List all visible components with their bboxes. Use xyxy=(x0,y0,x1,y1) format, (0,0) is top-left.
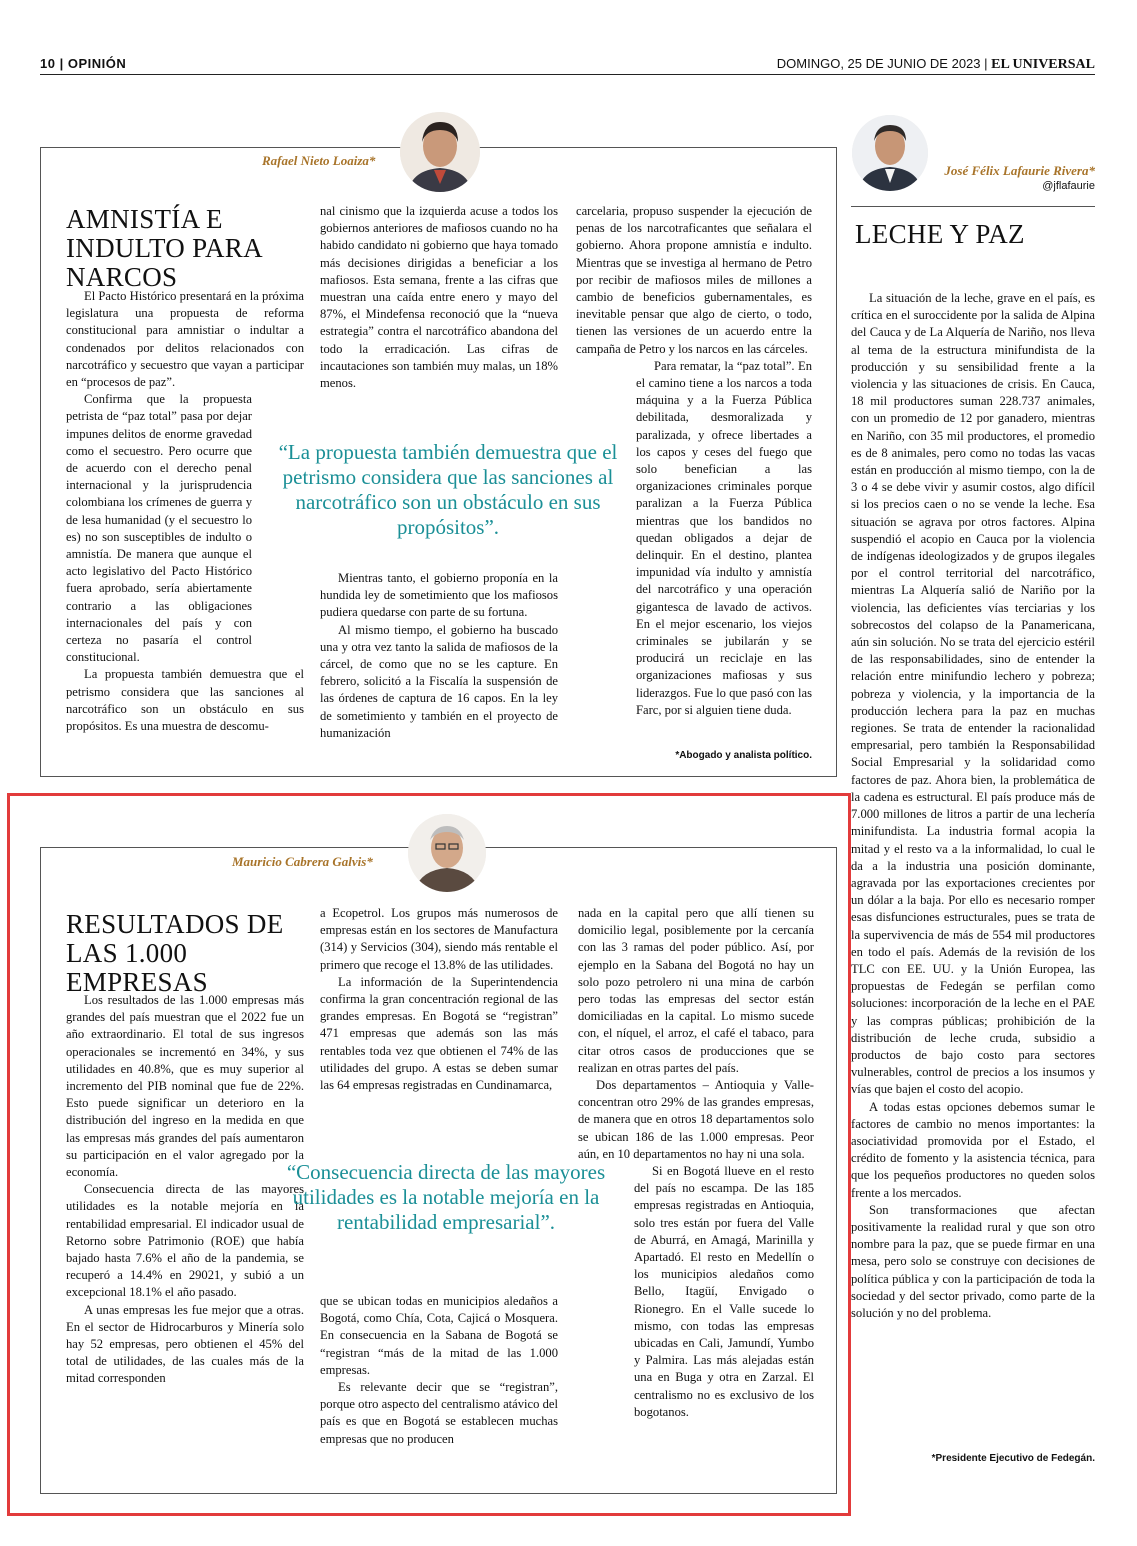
author-footnote: *Presidente Ejecutivo de Fedegán. xyxy=(931,1453,1095,1464)
author-photo-nieto xyxy=(400,112,480,192)
paragraph: Para rematar, la “paz total”. En el camino tiene a los narcos a toda máquina y a la Fuerza Pública debilitada, desmoralizada y paralizada, y ofrece libertades a los capos y ceses del fuego que solo benefician a las organizaciones criminales porque paralizan a la Fuerza Pública mientras que los bandidos no quedan obligados a dejar de delinquir. En el destino, plantea impunidad vía indulto y amnistía del narcotráfico y una operación gigantesca de lavado de activos. En el mejor escenario, los viejos criminales se jubilarán y se producirá un reciclaje en las organizaciones mafiosas y sus liderazgos. Fue lo que pasó con las Farc, por si alguien tiene duda. xyxy=(636,358,812,717)
article-column-2 xyxy=(320,905,558,1094)
section-name: OPINIÓN xyxy=(67,56,127,71)
paragraph: La propuesta también demuestra que el petrismo considera que las sanciones al narcotráfico son un obstáculo en sus propósitos. Es una muestra de descomu- xyxy=(66,667,304,734)
paragraph: nada en la capital pero que allí tienen su domicilio legal, posiblemente por la cercanía con las 3 ramas del poder público. Así, por ejemplo en la Sabana del Bogotá no hay un solo pozo petrolero ni una mina de carbón pero todas las empresas del sector están domiciliadas en la capital. Lo mismo sucede con, el níquel, el arroz, el café el tabaco, para citar otros casos de producciones que se realizan en otras partes del país. xyxy=(578,906,814,1075)
paragraph: Los resultados de las 1.000 empresas más grandes del país muestran que el 2022 fue un año extraordinario. El total de sus ingresos operacionales se incrementó en 34%, y sus utilidades en 40.8%, que es muy superior al incremento del PIB nominal que fue de 22%. Esto puede significar un deterioro en la distribución del ingreso en la medida en que las empresas más grandes del país aumentaron su participación en el valor agregado por la economía. xyxy=(66,993,304,1180)
paragraph: La situación de la leche, grave en el país, es crítica en el suroccidente por la salida de Alpina del Cauca y de La Alquería de Nariño, nos lleva al tema de la estructura minifundista de la producción y su sensibilidad frente a la violencia y las situaciones de crisis. En Cauca, 18 mil productores suman 228.737 animales, con un promedio de 12 por ganadero, mientras en Nariño, con 35 mil productores, el promedio es de 8 animales, pero como no todas las vacas están en producción al mismo tiempo, con la de 3 o 4 se debe vivir y asumir costos, algo difícil si los precios caen o no se vende la leche. Esa situación se agrava por otros factores. Alpina suspendió el acopio en Cauca por la violencia de indígenas ideologizados y de grupos ilegales por el control territorial del narcotráfico, mientras La Alquería salió de Nariño por la violencia, las deficientes vías terciarias y los sobrecostos del colapso de la Panamericana, aún sin solución. No se trata del ejercicio estéril de las responsabilidades, sino de entender la relación entre minifundio lechero y pobreza; pobreza y violencia, y la importancia de la producción lechera para la paz en muchas regiones. Se trata de entender la racionalidad empresarial, pero también la Responsabilidad Social Empresarial y la solidaridad como factores de paz. Ahora bien, la problemática de la cadena es estructural. El país produce más de 7.000 millones de litros a partir de una lechería minifundista. La industria formal acopia la mitad y el resto va a la informalidad, lo cual le da a la industria una posición dominante, agravada por las exportaciones crecientes por un dólar a la baja. Por ello es necesario romper esas disfunciones estructurales, pues se trata de la supervivencia de más de 554 mil productores en todo el país. Además de la revisión de los TLC con EE. UU. y la Unión Europea, las propuestas de Fedegán se perfilan como soluciones: incorporación de la leche en el PAE y las compras públicas; prohibición de la distribución de leche cruda, subsidio a productos de bajo costo para sectores vulnerables, control de precios a los insumos y vías que bajen el costo del acopio. xyxy=(851,291,1095,1097)
paragraph: que se ubican todas en municipios aledaños a Bogotá, como Chía, Cota, Cajicá o Mosquera. En consecuencia en la Sabana de Bogotá se “registran “más de la mitad de las 1.000 empresas. xyxy=(320,1294,558,1377)
article-column-2 xyxy=(320,203,558,392)
portrait-icon xyxy=(400,112,480,192)
portrait-icon xyxy=(408,814,486,892)
section-label: 10 | OPINIÓN xyxy=(40,56,127,71)
paragraph: Mientras tanto, el gobierno proponía en la hundida ley de sometimiento que los mafiosos pudiera quedarse con parte de su fortuna. xyxy=(320,571,558,620)
author-byline: José Félix Lafaurie Rivera* xyxy=(944,163,1095,178)
page-header xyxy=(40,52,1095,75)
author-footnote: *Abogado y analista político. xyxy=(675,750,812,761)
author-byline: Rafael Nieto Loaiza* xyxy=(262,153,376,168)
paragraph: Es relevante decir que se “registran”, porque otro aspecto del centralismo atávico del país es que en Bogotá se establecen muchas empresas que no producen xyxy=(320,1380,558,1446)
newspaper-name: EL UNIVERSAL xyxy=(991,57,1095,72)
paragraph: a Ecopetrol. Los grupos más numerosos de empresas están en los sectores de Manufactura (314) y Servicios (304), siendo más rentable el primero que recoge el 13.8% de las utilidades. xyxy=(320,906,558,972)
paragraph: A todas estas opciones debemos sumar le factores de cambio no menos importantes: la asociatividad promovida por el Estado, el crédito de fomento y la asistencia técnica, para que los pequeños productores no queden solos frente a los mercados. xyxy=(851,1099,1095,1200)
paragraph: Son transformaciones que afectan positivamente la realidad rural y que son otro nombre para la paz, que se puede firmar en una mesa, pero solo se construye con decisiones de política pública y con la participación de toda la sociedad y del sector privado, como parte de la solución y no del problema. xyxy=(851,1202,1095,1320)
article-column-2-lower xyxy=(320,570,558,742)
issue-date: DOMINGO, 25 DE JUNIO DE 2023 xyxy=(776,56,981,71)
page-number: 10 xyxy=(40,56,56,71)
paragraph: A unas empresas les fue mejor que a otras. En el sector de Hidrocarburos y Minería solo hay 52 empresas, pero obtienen el 45% del total de utilidades, de las cuales más de la mitad corresponden xyxy=(66,1302,304,1386)
article-title: RESULTADOS DE LAS 1.000 EMPRESAS xyxy=(66,909,284,997)
portrait-icon xyxy=(852,115,928,191)
author-photo-lafaurie xyxy=(852,115,928,191)
author-handle: @jflafaurie xyxy=(1042,180,1095,192)
article-column-1 xyxy=(66,992,304,1388)
article-column xyxy=(851,290,1095,1322)
dateline: DOMINGO, 25 DE JUNIO DE 2023 | EL UNIVERSAL xyxy=(776,56,1095,72)
paragraph: Si en Bogotá llueve en el resto del país no escampa. De las 185 empresas registradas en Antioquia, solo tres están por fuera del Valle de Aburrá, en Amagá, Marinilla y Apartadó. El resto en Medellín o los municipios aledaños como Bello, Itagüí, Envigado o Rionegro. En el Valle sucede lo mismo, con todas las empresas ubicadas en Cali, Jamundí, Yumbo y Palmira. Las más alejadas están una en Buga y otra en Zarzal. El centralismo no es exclusivo de los bogotanos. xyxy=(634,1164,814,1419)
article-column-2-lower xyxy=(320,1293,558,1448)
paragraph: Dos departamentos – Antioquia y Valle- concentran otro 29% de las grandes empresas, de manera que en otros 18 departamentos solo se ubican 186 de las 1.000 empresas. Peor aún, en 10 departamentos no hay ni una sola. xyxy=(578,1078,814,1161)
article-title: LECHE Y PAZ xyxy=(855,219,1025,249)
paragraph: Al mismo tiempo, el gobierno ha buscado una y otra vez tanto la salida de mafiosos de la cárcel, de como que no se les capture. En febrero, solicitó a la Fiscalía la suspensión de las órdenes de captura de 16 capos. En la ley de sometimiento y también en el proyecto de humanización xyxy=(320,622,558,740)
pull-quote: “La propuesta también demuestra que el petrismo considera que las sanciones al narcotráfico son un obstáculo en sus propósitos”. xyxy=(278,440,618,539)
pull-quote: “Consecuencia directa de las mayores utilidades es la notable mejoría en la rentabilidad empresarial”. xyxy=(286,1160,606,1234)
paragraph: Consecuencia directa de las mayores utilidades es la notable mejoría en la rentabilidad empresarial. El indicador usual de Retorno sobre Patrimonio (ROE) que había bajado hasta 7.6% el año de la pandemia, se recuperó a 14.4% en 29021, y subió a un excepcional 18.1% el año pasado. xyxy=(66,1182,304,1300)
paragraph: La información de la Superintendencia confirma la gran concentración regional de las grandes empresas. En Bogotá se “registran” 471 empresas que además son las más rentables toda vez que obtienen el 74% de las utilidades del grupo. A estas se deben sumar las 64 empresas registradas en Cundinamarca, xyxy=(320,974,558,1093)
title-rule xyxy=(851,206,1095,207)
paragraph: El Pacto Histórico presentará en la próxima legislatura una propuesta de reforma constitucional para amnistiar o indultar a condenados por delitos relacionados con narcotráfico y secuestro que vayan a participar en “procesos de paz”. xyxy=(66,289,304,390)
paragraph: nal cinismo que la izquierda acuse a todos los gobiernos anteriores de mafiosos cuando no ha habido candidato ni gobierno que haya tomado más decisiones dirigidas a beneficiar a los mafiosos. Esta semana, frente a las cifras que muestran una caída entre enero y mayo del 87%, el Mindefensa reconoció que la “nueva estrategia” contra el narcotráfico abandona del todo la erradicación. Las cifras de incautaciones son también muy malas, un 18% menos. xyxy=(320,204,558,391)
article-title: AMNISTÍA E INDULTO PARA NARCOS xyxy=(66,204,262,292)
author-byline: Mauricio Cabrera Galvis* xyxy=(232,854,373,869)
paragraph: Confirma que la propuesta petrista de “paz total” pasa por dejar impunes delitos de enorme gravedad como el secuestro. Pero ocurre que de acuerdo con el derecho penal internacional y la jurisprudencia colombiana los crímenes de guerra y de lesa humanidad (y el secuestro lo es) no son susceptibles de indulto o amnistía. De manera que aunque el acto legislativo del Pacto Histórico fuera aprobado, sería abiertamente contrario a las obligaciones internacionales del país y con certeza no pasaría el control constitucional. xyxy=(66,392,252,665)
author-photo-cabrera xyxy=(408,814,486,892)
paragraph: carcelaria, propuso suspender la ejecución de penas de los narcotraficantes que señalara el gobierno. Ahora propone amnistía e indulto. Mientras que se investiga al hermano de Petro por recibir de mafiosos miles de millones a cambio de beneficios gubernamentales, es inevitable pensar que algo de cierto, o todo, tienen las versiones de un acuerdo entre la campaña de Petro y los narcos en las cárceles. xyxy=(576,204,812,356)
